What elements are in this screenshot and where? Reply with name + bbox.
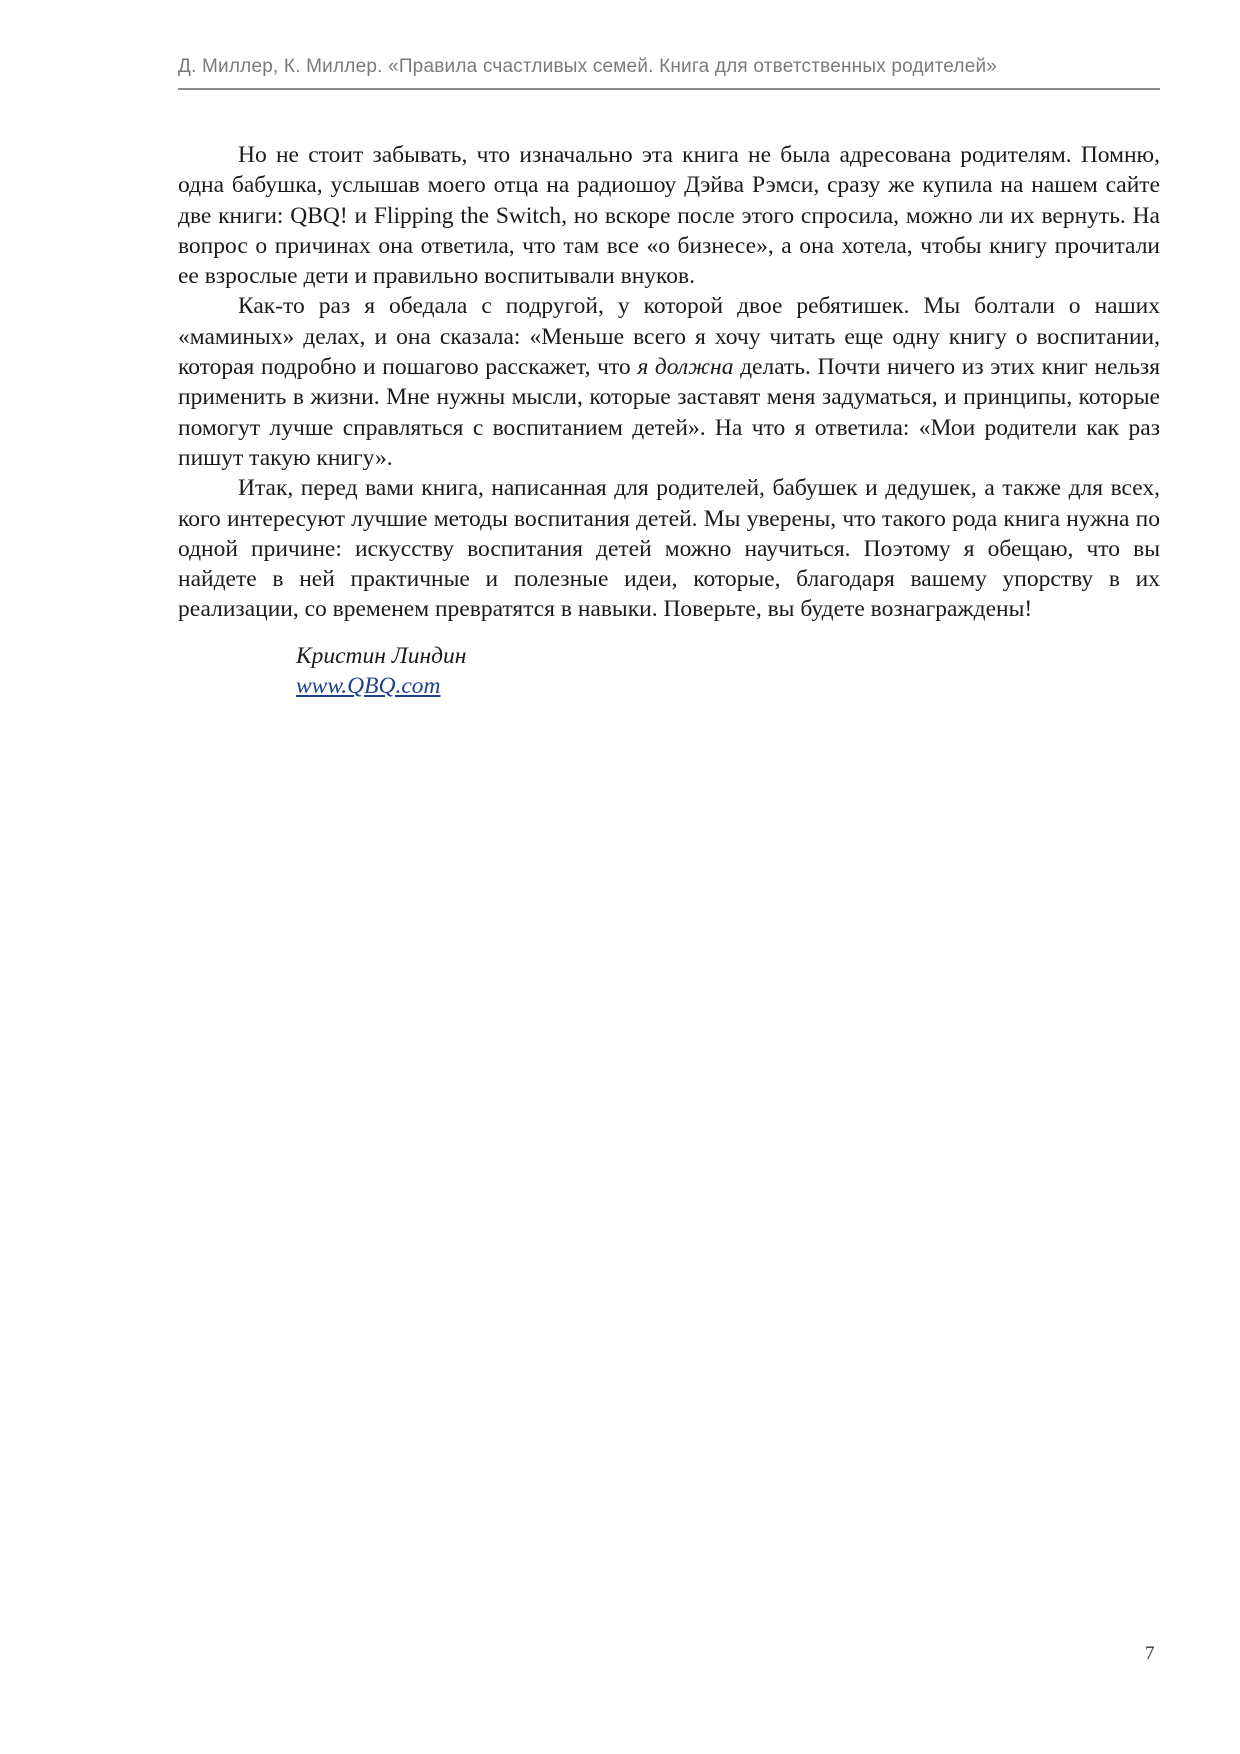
running-header-title: Д. Миллер, К. Миллер. «Правила счастливых семей. Книга для ответственных родителей» bbox=[178, 56, 998, 77]
paragraph-2-start: Как-то раз я обедала с подругой, у которой двое ребятишек. Мы болтали о наших «маминых» делах, и она сказала: «Меньше всего я хочу читать еще одну книгу о воспитании, которая подробно и пошагово расскажет, что bbox=[178, 293, 1160, 381]
signature-block bbox=[296, 641, 466, 701]
paragraph-1: Но не стоит забывать, что изначально эта книга не была адресована родителям. Помню, одна бабушка, услышав моего отца на радиошоу Дэйва Рэмси, сразу же купила на нашем сайте две книги: QBQ! и Flipping the Switch, но вскоре после этого спросила, можно ли их вернуть. На вопрос о причинах она ответила, что там все «о бизнесе», а она хотела, чтобы книгу прочитали ее взрослые дети и правильно воспитывали внуков. bbox=[178, 142, 1160, 290]
signature-author: Кристин Линдин bbox=[296, 643, 467, 669]
paragraph-2 bbox=[178, 291, 1160, 473]
paragraph-2-emphasis: я должна bbox=[637, 354, 734, 381]
page-number: 7 bbox=[1145, 1643, 1155, 1664]
main-text bbox=[178, 140, 1160, 625]
paragraph-2-end: делать. Почти ничего из этих книг нельзя применить в жизни. Мне нужны мысли, которые заставят меня задуматься, и принципы, которые помогут лучше справляться с воспитанием детей». На что я ответила: «Мои родители как раз пишут такую книгу». bbox=[178, 354, 1161, 471]
paragraph-3: Итак, перед вами книга, написанная для родителей, бабушек и дедушек, а также для всех, кого интересуют лучшие методы воспитания детей. Мы уверены, что такого рода книга нужна по одной причине: искусству воспитания детей можно научиться. Поэтому я обещаю, что вы найдете в ней практичные и полезные идеи, которые, благодаря вашему упорству в их реализации, со временем превратятся в навыки. Поверьте, вы будете вознаграждены! bbox=[178, 475, 1160, 623]
website-link[interactable]: www.QBQ.com bbox=[296, 673, 441, 699]
running-header bbox=[178, 56, 1160, 90]
